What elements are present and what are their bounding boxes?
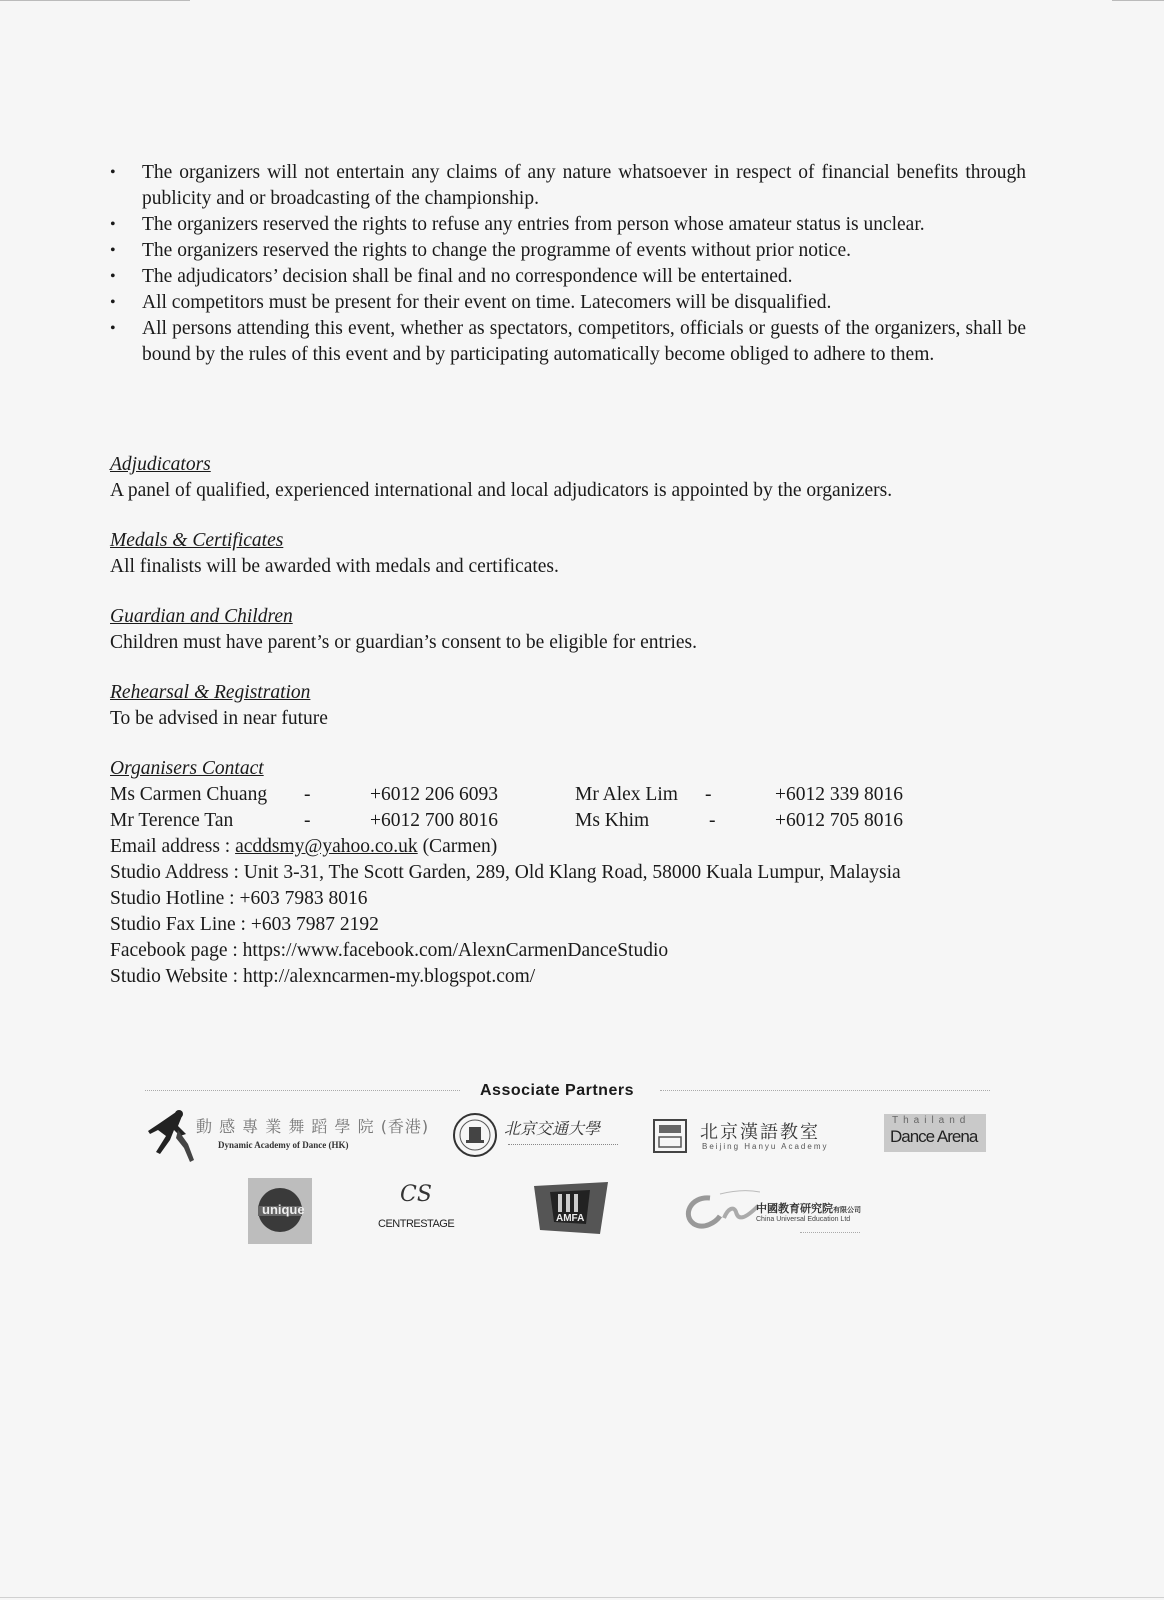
email-label: Email address : xyxy=(110,836,236,857)
centrestage-label: CENTRESTAGE xyxy=(378,1218,455,1230)
adjudicators-section xyxy=(110,452,892,504)
section-body: To be advised in near future xyxy=(110,708,328,729)
cue-swoosh-icon xyxy=(680,1186,760,1234)
contact-phone: +6012 705 8016 xyxy=(775,810,903,831)
bjtu-logo xyxy=(452,1112,632,1162)
bullet-icon: • xyxy=(110,294,116,311)
bullet-icon: • xyxy=(110,216,116,233)
centrestage-logo xyxy=(374,1182,460,1242)
contact-dash: - xyxy=(304,810,311,831)
email-suffix: (Carmen) xyxy=(417,836,498,857)
amfa-label: AMFA xyxy=(556,1213,585,1224)
studio-hotline: Studio Hotline : +603 7983 8016 xyxy=(110,888,368,909)
contact-phone: +6012 700 8016 xyxy=(370,810,498,831)
contact-heading: Organisers Contact xyxy=(110,758,264,779)
hanyu-book-icon xyxy=(652,1118,688,1154)
amfa-logo xyxy=(530,1180,612,1236)
scan-edge-top-right xyxy=(1112,0,1164,1)
section-heading: Medals & Certificates xyxy=(110,530,284,551)
studio-fax: Studio Fax Line : +603 7987 2192 xyxy=(110,914,379,935)
bjtu-subline xyxy=(508,1144,618,1145)
contact-row xyxy=(110,808,1030,834)
scan-edge-top-left xyxy=(0,0,190,1)
email-link[interactable]: acddsmy@yahoo.co.uk xyxy=(235,836,418,857)
bjtu-cn: 北京交通大學 xyxy=(504,1119,601,1138)
rule-item: • All competitors must be present for their event on time. Latecomers will be disqualified. xyxy=(110,290,1026,316)
contact-phone: +6012 206 6093 xyxy=(370,784,498,805)
partners-title: Associate Partners xyxy=(480,1082,634,1099)
partners-divider-right xyxy=(660,1090,990,1091)
contact-name: Mr Terence Tan xyxy=(110,810,234,831)
scan-edge-bottom xyxy=(0,1597,1164,1598)
contact-name: Ms Carmen Chuang xyxy=(110,784,268,805)
dance-arena-label: Dance Arena xyxy=(890,1127,978,1146)
contact-dash: - xyxy=(304,784,311,805)
thailand-dance-arena-logo xyxy=(884,1114,986,1152)
section-body: All finalists will be awarded with medals and certificates. xyxy=(110,556,559,577)
facebook-page: Facebook page : https://www.facebook.com/AlexnCarmenDanceStudio xyxy=(110,940,669,961)
rules-list xyxy=(110,160,1026,368)
dynamic-academy-en: Dynamic Academy of Dance (HK) xyxy=(218,1140,349,1150)
china-universal-cn: 中國教育研究院有限公司 xyxy=(756,1202,861,1215)
bullet-icon: • xyxy=(110,164,116,181)
university-seal-icon xyxy=(452,1112,498,1158)
hanyu-en: Beijing Hanyu Academy xyxy=(702,1142,829,1151)
contact-dash: - xyxy=(709,810,716,831)
contact-phone: +6012 339 8016 xyxy=(775,784,903,805)
contact-dash: - xyxy=(705,784,712,805)
china-universal-underline xyxy=(800,1232,860,1233)
section-heading: Adjudicators xyxy=(110,454,211,475)
bullet-icon: • xyxy=(110,268,116,285)
rule-item: • All persons attending this event, whether as spectators, competitors, officials or guests of the organizers, shall be bound by the rules of this event and by participating automatically become obliged to adhere to them. xyxy=(110,318,1026,365)
section-heading: Guardian and Children xyxy=(110,606,293,627)
email-line xyxy=(110,834,497,860)
bullet-icon: • xyxy=(110,242,116,259)
contact-name: Ms Khim xyxy=(575,810,650,831)
section-body: A panel of qualified, experienced international and local adjudicators is appointed by the organizers. xyxy=(110,480,893,501)
unique-logo xyxy=(248,1178,312,1244)
contact-name: Mr Alex Lim xyxy=(575,784,678,805)
china-universal-en: China Universal Education Ltd xyxy=(756,1216,851,1223)
hanyu-cn: 北京漢語教室 xyxy=(700,1122,820,1143)
contact-heading-block xyxy=(110,756,264,782)
guardian-section xyxy=(110,604,697,656)
contact-row xyxy=(110,782,1030,808)
section-heading: Rehearsal & Registration xyxy=(110,682,311,703)
unique-label: unique xyxy=(262,1202,305,1217)
rehearsal-section xyxy=(110,680,328,732)
partners-divider-left xyxy=(145,1090,460,1091)
rule-item: • The organizers reserved the rights to change the programme of events without prior notice. xyxy=(110,238,1026,264)
medals-section xyxy=(110,528,559,580)
amfa-emblem-icon xyxy=(530,1180,612,1236)
centrestage-mark: CS xyxy=(400,1182,432,1207)
section-body: Children must have parent’s or guardian’s consent to be eligible for entries. xyxy=(110,632,698,653)
dynamic-academy-logo xyxy=(148,1108,430,1168)
hanyu-logo xyxy=(652,1118,842,1158)
china-universal-logo xyxy=(680,1186,880,1236)
thailand-label: Thailand xyxy=(892,1115,971,1126)
dancer-icon xyxy=(148,1108,198,1164)
rule-item: • The adjudicators’ decision shall be final and no correspondence will be entertained. xyxy=(110,264,1026,290)
rule-item: • The organizers reserved the rights to refuse any entries from person whose amateur status is unclear. xyxy=(110,212,1026,238)
rule-item: • The organizers will not entertain any claims of any nature whatsoever in respect of financial benefits through publicity and or broadcasting of the championship. xyxy=(110,162,1026,209)
bullet-icon: • xyxy=(110,320,116,337)
dynamic-academy-cn: 動 感 專 業 舞 蹈 學 院 (香港) xyxy=(196,1117,430,1136)
studio-website: Studio Website : http://alexncarmen-my.blogspot.com/ xyxy=(110,966,536,987)
studio-address: Studio Address : Unit 3-31, The Scott Garden, 289, Old Klang Road, 58000 Kuala Lumpur, Malaysia xyxy=(110,862,901,883)
